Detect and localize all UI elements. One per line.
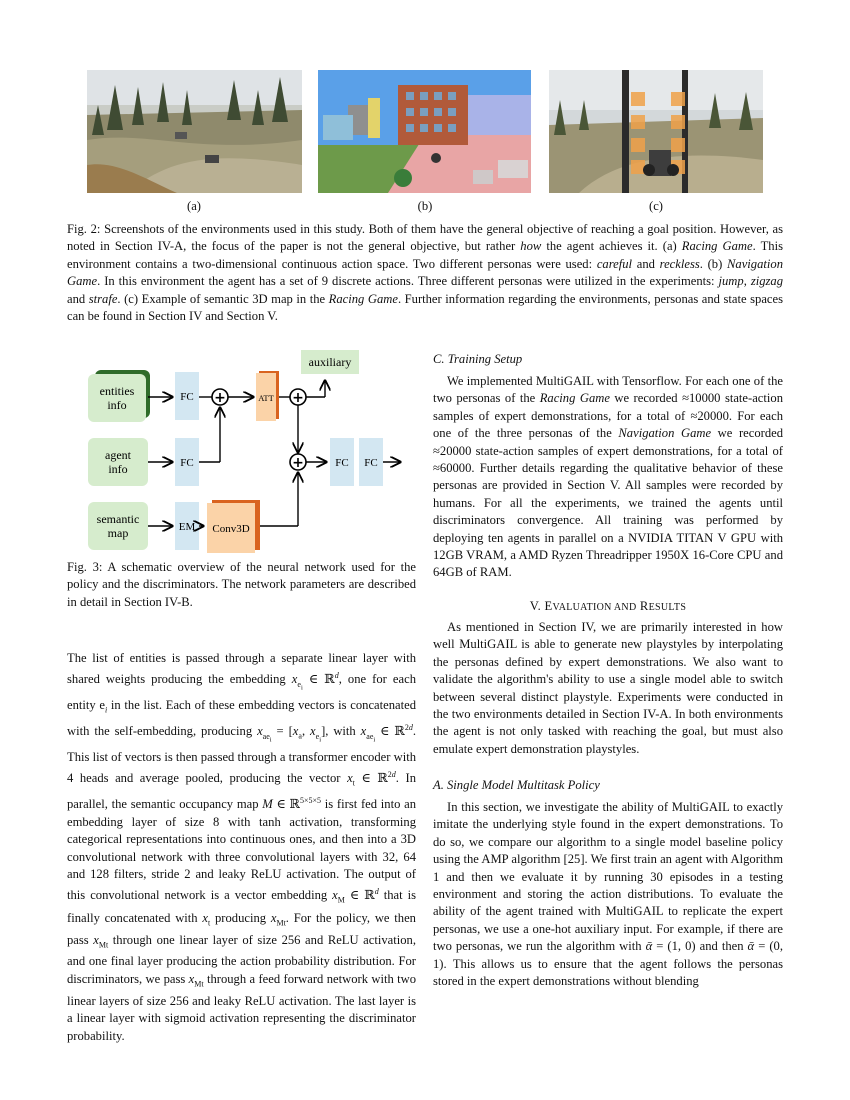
agent-info-label-2: info	[108, 462, 128, 476]
evaluation-paragraph: As mentioned in Section IV, we are primarily interested in how well MultiGAIL is able to generate new playstyles by interpolating the personas defined by expert demonstrations. We also want to validate the algorithm's ability to use a single model able to switch between several distinct playstyle. Experiments were conducted in the two environments detailed in Section IV-A. In both environments the agent is not only tasked with reaching the goal, but must also emulate expert demonstration playstyles.	[433, 620, 783, 756]
screenshot-semantic-map	[549, 70, 763, 193]
semantic-map-label-2: map	[107, 526, 129, 540]
figure2-label-b: (b)	[417, 199, 433, 213]
network-diagram	[80, 345, 410, 560]
training-setup-heading: C. Training Setup	[433, 352, 523, 366]
fc-entities-label: FC	[180, 391, 194, 403]
conv3d-label: Conv3D	[212, 523, 250, 535]
entities-info-label-2: info	[107, 398, 127, 412]
plus-symbol-2: +	[292, 390, 304, 406]
em-label: EM	[178, 521, 196, 533]
single-model-paragraph: In this section, we investigate the ability of MultiGAIL to exactly imitate the underlying style found in the expert demonstrations. To do so, we compare our algorithm to a single model baseline policy using the AMP algorithm [25]. We first train an agent with Algorithm 1 and then we evaluate it by running 30 episodes in a testing environment and storing the action distributions. To evaluate the ability of the agent trained with MultiGAIL to replicate the expert personas, we use a one-hot auxiliary input. For example, if there are two personas, we run the algorithm with ᾱ = (1, 0) and then ᾱ = (0, 1). This allows us to ensure that the agent follows the personas stored in the expert demonstrations without blending	[433, 800, 783, 989]
fc-final-1-label: FC	[335, 457, 349, 469]
semantic-map-label-1: semantic	[96, 512, 140, 526]
plus-symbol-1: +	[214, 390, 226, 406]
semantic-map-image	[549, 70, 763, 193]
screenshot-racing-game	[87, 70, 302, 193]
figure3-caption: Fig. 3: A schematic overview of the neural network used for the policy and the discriminators. The network parameters are described in detail in Section IV-B.	[67, 560, 416, 609]
auxiliary-label: auxiliary	[308, 355, 352, 369]
figure2-label-a: (a)	[187, 199, 201, 213]
entities-info-label-1: entities	[99, 384, 135, 398]
att-label: ATT	[258, 393, 274, 403]
left-column-paragraph: The list of entities is passed through a separate linear layer with shared weights producing the embedding $x_{e_i}$ ∈ ℝ$^d$, one for each entity $e_i$ in the list. Each of these embedding vectors is concatenated with the self-embedding, producing $x_{ae_i} = [x_a$, $x_{e_i}$], with $x_{ae_i}$ ∈ ℝ$^{2d}$. This list of vectors is then passed through a transformer encoder with 4 heads and average pooled, producing the vector $x_t$ ∈ ℝ$^{2d}$. In parallel, the semantic occupancy map M ∈ ℝ$^{5\times 5\times 5}$ is first fed into an embedding layer of size 8 with tanh activation, transforming categorical representations into continuous ones, and then into a 3D convolutional network with three convolutional layers with 32, 64 and 128 filters, stride 2 and leaky ReLU activation. The output of this convolutional network is a vector embedding $x_M$ ∈ ℝ$^d$ that is finally concatenated with $x_t$ producing $x_{Mt}$. For the policy, we then pass $x_{Mt}$ through one linear layer of size 256 and ReLU activation, and one final layer producing the action probability distribution. For discriminators, we pass $x_{Mt}$ through a feed forward network with two linear layers of size 256 and leaky ReLU activation. The last layer is a linear layer with sigmoid activation representing the discriminator probability.	[67, 651, 417, 1043]
single-model-heading: A. Single Model Multitask Policy	[433, 778, 600, 792]
figure2-label-c: (c)	[649, 199, 663, 213]
fc-agent-label: FC	[180, 457, 194, 469]
fc-final-2-label: FC	[364, 457, 378, 469]
evaluation-section-heading: V. EVALUATION AND RESULTS	[529, 599, 687, 613]
racing-game-image	[87, 70, 302, 193]
figure2-caption: Fig. 2: Screenshots of the environments used in this study. Both of them have the general objective of reaching a goal position. However, as noted in Section IV-A, the focus of the paper is not the general objective, but rather how the agent achieves it. (a) Racing Game. This environment contains a two-dimensional continuous action space. Two different personas were used: careful and reckless. (b) Navigation Game. In this environment the agent has a set of 9 discrete actions. Three different personas were utilized in the experiments: jump, zigzag and strafe. (c) Example of semantic 3D map in the Racing Game. Further information regarding the environments, personas and state spaces can be found in Section IV and Section V.	[67, 222, 784, 324]
screenshot-navigation-game	[318, 70, 531, 193]
navigation-game-image	[318, 70, 531, 193]
plus-symbol-3: +	[292, 455, 304, 471]
agent-info-label-1: agent	[105, 448, 131, 462]
training-setup-paragraph: We implemented MultiGAIL with Tensorflow. For each one of the two personas of the Racing Game we recorded ≈10000 state-action samples of expert demonstrations, for a total of ≈20000. For each one of the three personas of the Navigation Game we recorded ≈20000 state-action samples of expert demonstrations, for a total of ≈60000. Further details regarding the qualitative behavior of these personas are provided in Section V. All samples were recorded by humans. For all the experiments, we trained the agents until discriminators convergence. All training was performed by deploying ten agents in parallel on a NVIDIA TITAN V GPU with 12GB VRAM, a AMD Ryzen Threadripper 1950X 16-Core CPU and 64GB of RAM.	[433, 374, 784, 580]
